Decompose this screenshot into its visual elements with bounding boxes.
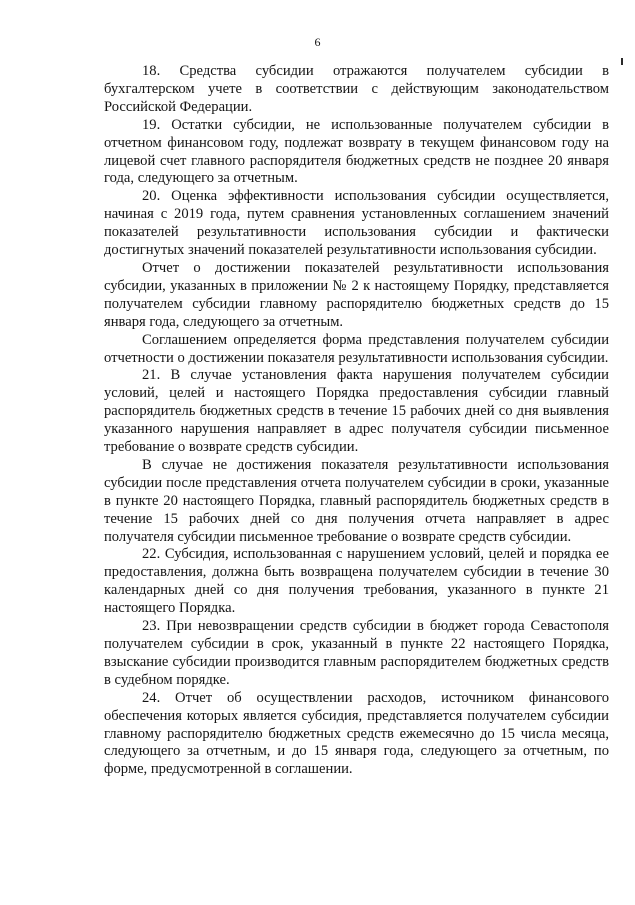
- paragraph-report-submission: Отчет о достижении показателей результативности использования субсидии, указанных в приложении № 2 к настоящему Порядку, представляется получателем субсидии главному распорядителю бюджетных средств до 15 января года, следующего за отчетным.: [104, 259, 609, 330]
- paragraph-clause-22: 22. Субсидия, использованная с нарушением условий, целей и порядка ее предоставления, должна быть возвращена получателем субсидии в течение 30 календарных дней со дня получения требования, указанного в пункте 21 настоящего Порядка.: [104, 546, 609, 617]
- paragraph-report-form: Соглашением определяется форма представления получателем субсидии отчетности о достижении показателя результативности использования субсидии.: [104, 331, 609, 366]
- document-body: [104, 63, 609, 779]
- paragraph-clause-18: 18. Средства субсидии отражаются получателем субсидии в бухгалтерском учете в соответствии с действующим законодательством Российской Федерации.: [104, 63, 609, 115]
- page-number: 6: [314, 35, 321, 49]
- paragraph-clause-23: 23. При невозвращении средств субсидии в бюджет города Севастополя получателем субсидии в срок, указанный в пункте 22 настоящего Порядка, взыскание субсидии производится главным распорядителем бюджетных средств в судебном порядке.: [104, 618, 609, 688]
- paragraph-clause-21: 21. В случае установления факта нарушения получателем субсидии условий, целей и настоящего Порядка предоставления субсидии главный распорядитель бюджетных средств в течение 15 рабочих дней со дня выявления указанного нарушения направляет в адрес получателя субсидии письменное требование о возврате средств субсидии.: [104, 367, 609, 456]
- paragraph-non-achievement: В случае не достижения показателя результативности использования субсидии после представления отчета получателем субсидии в сроки, указанные в пункте 20 настоящего Порядка, главный распорядитель бюджетных средств в течение 15 рабочих дней со дня получения отчета направляет в адрес получателя субсидии письменное требование о возврате средств субсидии.: [104, 456, 609, 545]
- paragraph-clause-24: 24. Отчет об осуществлении расходов, источником финансового обеспечения которых является субсидия, представляется получателем субсидии главному распорядителю бюджетных средств ежемесячно до 15 числа месяца, следующего за отчетным, и до 15 января года, следующего за отчетным, по форме, предусмотренной в соглашении.: [104, 689, 609, 778]
- paragraph-clause-20: 20. Оценка эффективности использования субсидии осуществляется, начиная с 2019 года, путем сравнения установленных соглашением значений показателей результативности использования субсидии и фактически достигнутых значений показателей результативности использования субсидии.: [104, 188, 609, 259]
- paragraph-clause-19: 19. Остатки субсидии, не использованные получателем субсидии в отчетном финансовом году, подлежат возврату в текущем финансовом году на лицевой счет главного распорядителя бюджетных средств не позднее 20 января года, следующего за отчетным.: [104, 116, 609, 187]
- scan-edge-mark: [621, 58, 623, 65]
